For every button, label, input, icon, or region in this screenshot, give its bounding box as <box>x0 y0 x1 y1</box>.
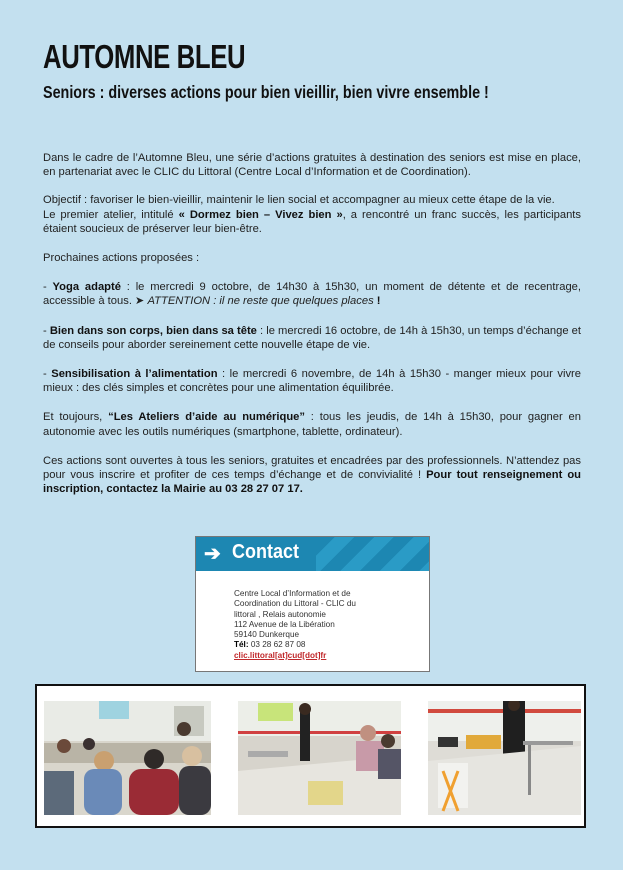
contact-phone: Tél: 03 28 62 87 08 <box>234 640 306 650</box>
workshop-title: « Dormez bien – Vivez bien » <box>178 208 343 221</box>
contact-mairie: Pour tout renseignement ou inscription, contactez la Mairie au 03 28 27 07 17. <box>43 469 581 496</box>
contact-line: littoral , Relais autonomie <box>234 609 326 619</box>
article-body <box>43 151 581 510</box>
contact-line: Coordination du Littoral - CLIC du <box>234 599 356 609</box>
workshop-photo-3 <box>428 701 581 815</box>
contact-header-label: Contact <box>232 541 300 563</box>
workshop-photo-1 <box>44 701 211 815</box>
contact-header <box>196 537 429 571</box>
numerique-name: “Les Ateliers d’aide au numérique” <box>108 411 305 424</box>
contact-card <box>195 536 430 672</box>
numerique-paragraph: Et toujours, “Les Ateliers d’aide au numérique” : tous les jeudis, de 14h à 15h30, pour gagner en autonomie avec les outils numériques (smartphone, tablette, ordinateur). <box>43 411 581 438</box>
contact-address: 112 Avenue de la Libération <box>234 619 335 629</box>
objective-text: Objectif : favoriser le bien-vieillir, maintenir le lien social et accompagner au mieux cette étape de la vie. <box>43 194 555 207</box>
action-name: Yoga adapté <box>52 281 121 294</box>
arrow-right-icon: ➔ <box>204 543 221 565</box>
action-item-yoga: - Yoga adapté : le mercredi 9 octobre, de 14h30 à 15h30, un moment de détente et de recentrage, accessible à tous. ➤ ATTENTION : il ne reste que quelques places ! <box>43 281 581 308</box>
closing-paragraph: Ces actions sont ouvertes à tous les seniors, gratuites et encadrées par des professionnels. N’attendez pas pour vous inscrire et profiter de ces temps d’échange et de convivialité ! Pour tout renseignement ou inscription, contactez la Mairie au 03 28 27 07 17. <box>43 454 581 496</box>
contact-city: 59140 Dunkerque <box>234 630 300 640</box>
intro-paragraph: Dans le cadre de l’Automne Bleu, une série d’actions gratuites à destination des seniors est mise en place, en partenariat avec le CLIC du Littoral (Centre Local d’Information et de Coordination). <box>43 152 581 179</box>
actions-heading: Prochaines actions proposées : <box>43 252 200 265</box>
action-name: Sensibilisation à l’alimentation <box>51 368 218 381</box>
action-name: Bien dans son corps, bien dans sa tête <box>49 324 257 337</box>
attention-note: ATTENTION : il ne reste que quelques places <box>147 295 374 308</box>
contact-line: Centre Local d’Information et de <box>234 589 351 598</box>
workshop-photo-2 <box>238 701 401 815</box>
page-subtitle: Seniors : diverses actions pour bien vieillir, bien vivre ensemble ! <box>43 82 489 102</box>
action-item-corps: - Bien dans son corps, bien dans sa tête : le mercredi 16 octobre, de 14h à 15h30, un temps d’échange et de conseils pour aborder sereinement cette nouvelle étape de vie. <box>43 324 581 351</box>
page-title: AUTOMNE BLEU <box>43 38 246 75</box>
action-item-alimentation: - Sensibilisation à l’alimentation : le mercredi 6 novembre, de 14h à 15h30 - manger mieux pour vivre mieux : des clés simples et concrètes pour une alimentation équilibrée. <box>43 368 581 395</box>
contact-email-link[interactable]: clic.littoral[at]cud[dot]fr <box>234 650 327 660</box>
objective-paragraph: Objectif : favoriser le bien-vieillir, maintenir le lien social et accompagner au mieux cette étape de la vie. Le premier atelier, intitulé « Dormez bien – Vivez bien », a rencontré un franc succès, les participants étaient soucieux de préserver leur bien-être. <box>43 194 581 235</box>
contact-details <box>196 571 429 661</box>
photo-strip <box>35 684 586 828</box>
